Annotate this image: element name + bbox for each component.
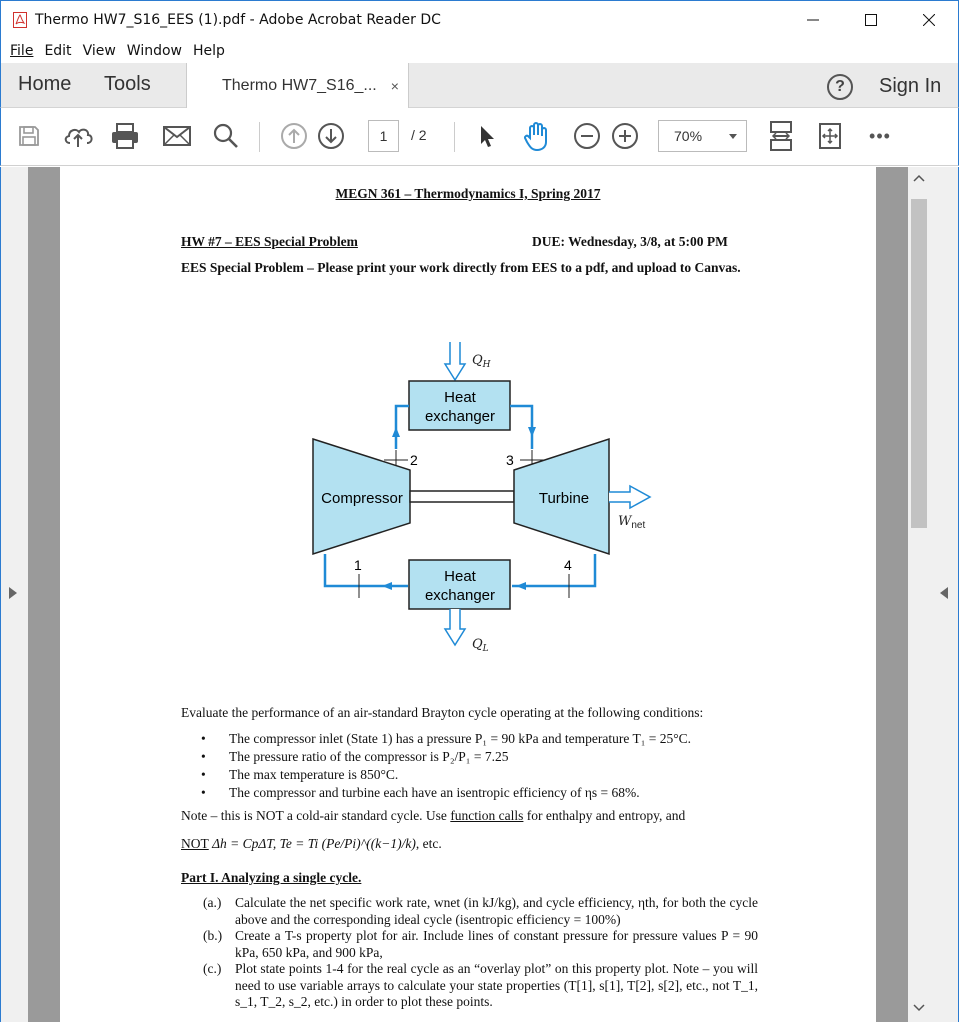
turbine-label: Turbine: [538, 490, 590, 507]
search-icon[interactable]: [211, 122, 241, 150]
list-item: (b.) Create a T-s property plot for air. Include lines of constant pressure for pressure values P = 90 kPa, 650 kPa, and 900 kPa,: [203, 928, 758, 960]
zoom-in-icon[interactable]: [611, 122, 639, 150]
state-4-label: 4: [564, 557, 572, 573]
page-gutter-left: [28, 167, 60, 1022]
menu-edit[interactable]: Edit: [44, 42, 72, 59]
hx-top-line1: Heat: [444, 389, 476, 406]
heat-in-arrow: [445, 342, 465, 380]
pipe-4: [512, 554, 595, 586]
state-1-label: 1: [354, 557, 362, 573]
email-icon[interactable]: [162, 122, 192, 150]
special-instructions: EES Special Problem – Please print your work directly from EES to a pdf, and upload to Canvas.: [181, 260, 741, 275]
scrollbar-thumb[interactable]: [911, 199, 927, 528]
function-calls-text: function calls: [450, 808, 524, 823]
wnet-label: $W_{net}$: [618, 514, 646, 531]
flow-arrow: [382, 582, 392, 590]
list-item: • The compressor and turbine each have an isentropic efficiency of ηs = 68%.: [201, 784, 691, 802]
hand-tool-icon[interactable]: [521, 122, 553, 150]
tab-tools[interactable]: Tools: [104, 73, 151, 95]
intro-paragraph: Evaluate the performance of an air-standard Brayton cycle operating at the following conditions:: [181, 705, 704, 720]
window-title: Thermo HW7_S16_EES (1).pdf - Adobe Acrobat Reader DC: [35, 11, 441, 28]
menu-view[interactable]: View: [82, 42, 116, 59]
state-2-label: 2: [410, 452, 418, 468]
state-3-label: 3: [506, 452, 514, 468]
zoom-value: 70%: [674, 128, 703, 144]
list-item: • The compressor inlet (State 1) has a pressure P₁ = 90 kPa and temperature T₁ = 25°C.: [201, 730, 691, 748]
zoom-select[interactable]: [658, 120, 747, 152]
brayton-cycle-diagram: [300, 342, 660, 662]
menu-window[interactable]: Window: [126, 42, 182, 59]
expand-left-icon: [9, 587, 17, 599]
list-item: • The pressure ratio of the compressor is P₂/P₁ = 7.25: [201, 748, 691, 766]
vertical-scrollbar[interactable]: [908, 167, 930, 1022]
flow-arrow: [392, 427, 400, 437]
chevron-down-icon: [729, 134, 737, 139]
qh-label: $Q_H$: [472, 353, 491, 370]
more-tools-icon[interactable]: •••: [869, 125, 891, 146]
toolbar-separator: [454, 122, 455, 152]
tab-document[interactable]: [186, 63, 409, 108]
page-total: / 2: [411, 127, 427, 143]
expand-right-icon: [940, 587, 948, 599]
shaft: [410, 491, 514, 502]
upload-cloud-icon[interactable]: [61, 122, 95, 150]
tab-bar: [0, 63, 959, 108]
page-gutter-right: [876, 167, 908, 1022]
note-line-2: NOT Δh = CpΔT, Te = Ti (Pe/Pi)^((k−1)/k), etc.: [181, 836, 442, 851]
select-cursor-icon[interactable]: [477, 122, 497, 150]
left-panel-toggle[interactable]: [1, 167, 28, 1022]
maximize-button[interactable]: [842, 1, 900, 39]
previous-page-icon[interactable]: [280, 122, 308, 150]
flow-arrow: [528, 427, 536, 437]
close-button[interactable]: [900, 1, 958, 39]
pdf-page: [60, 167, 876, 1022]
right-panel-toggle[interactable]: [930, 167, 958, 1022]
toolbar: [0, 108, 959, 166]
sign-in-link[interactable]: Sign In: [879, 75, 942, 97]
due-date: DUE: Wednesday, 3/8, at 5:00 PM: [532, 234, 728, 249]
hw-title: HW #7 – EES Special Problem: [181, 234, 358, 249]
toolbar-separator: [259, 122, 260, 152]
tab-home[interactable]: Home: [18, 73, 72, 95]
scroll-up-icon[interactable]: [913, 173, 925, 183]
save-icon[interactable]: [15, 122, 43, 150]
help-icon[interactable]: ?: [827, 74, 853, 100]
title-bar: [0, 0, 959, 38]
hx-bottom-line2: exchanger: [424, 587, 496, 604]
work-out-arrow: [609, 486, 650, 508]
part-1-items: [203, 895, 758, 1011]
ql-label: $Q_L$: [472, 637, 489, 654]
hx-top-line2: exchanger: [424, 408, 496, 425]
pipe-2: [396, 406, 409, 449]
note-line-1: Note – this is NOT a cold-air standard cycle. Use function calls for enthalpy and entropy, and: [181, 808, 686, 823]
flow-arrow: [516, 582, 526, 590]
full-screen-icon[interactable]: [817, 122, 843, 150]
heat-out-arrow: [445, 609, 465, 645]
list-item: • The max temperature is 850°C.: [201, 766, 691, 784]
page-number-input[interactable]: 1: [368, 120, 399, 152]
close-tab-icon[interactable]: ×: [390, 77, 399, 94]
acrobat-icon: [13, 12, 27, 28]
zoom-out-icon[interactable]: [573, 122, 601, 150]
next-page-icon[interactable]: [317, 122, 345, 150]
conditions-list: [201, 730, 691, 802]
document-heading: MEGN 361 – Thermodynamics I, Spring 2017: [335, 186, 601, 201]
pipe-1: [325, 554, 408, 586]
list-item: (a.) Calculate the net specific work rate, wnet (in kJ/kg), and cycle efficiency, ηth, for both the cycle above and the corresponding ideal cycle (isentropic efficiency = 100%): [203, 895, 758, 927]
menu-file[interactable]: File: [10, 42, 34, 59]
list-item: (c.) Plot state points 1-4 for the real cycle as an “overlay plot” on this property plot. Note – you will need to use variable arrays to calculate your state properties (T[1], s[1], T[2], s[2], etc., not T_1, s_1, T_2, s_2, etc.) in order to plot these points.: [203, 961, 758, 1009]
menu-help[interactable]: Help: [193, 42, 225, 59]
menu-bar: [0, 38, 959, 63]
scroll-down-icon[interactable]: [913, 1003, 925, 1013]
part-1-heading: Part I. Analyzing a single cycle.: [181, 870, 362, 885]
minimize-button[interactable]: [784, 1, 842, 39]
compressor-label: Compressor: [321, 490, 403, 507]
hx-bottom-line1: Heat: [444, 568, 476, 585]
fit-page-icon[interactable]: [768, 122, 794, 150]
tab-document-label: Thermo HW7_S16_...: [222, 76, 377, 94]
print-icon[interactable]: [109, 122, 141, 150]
